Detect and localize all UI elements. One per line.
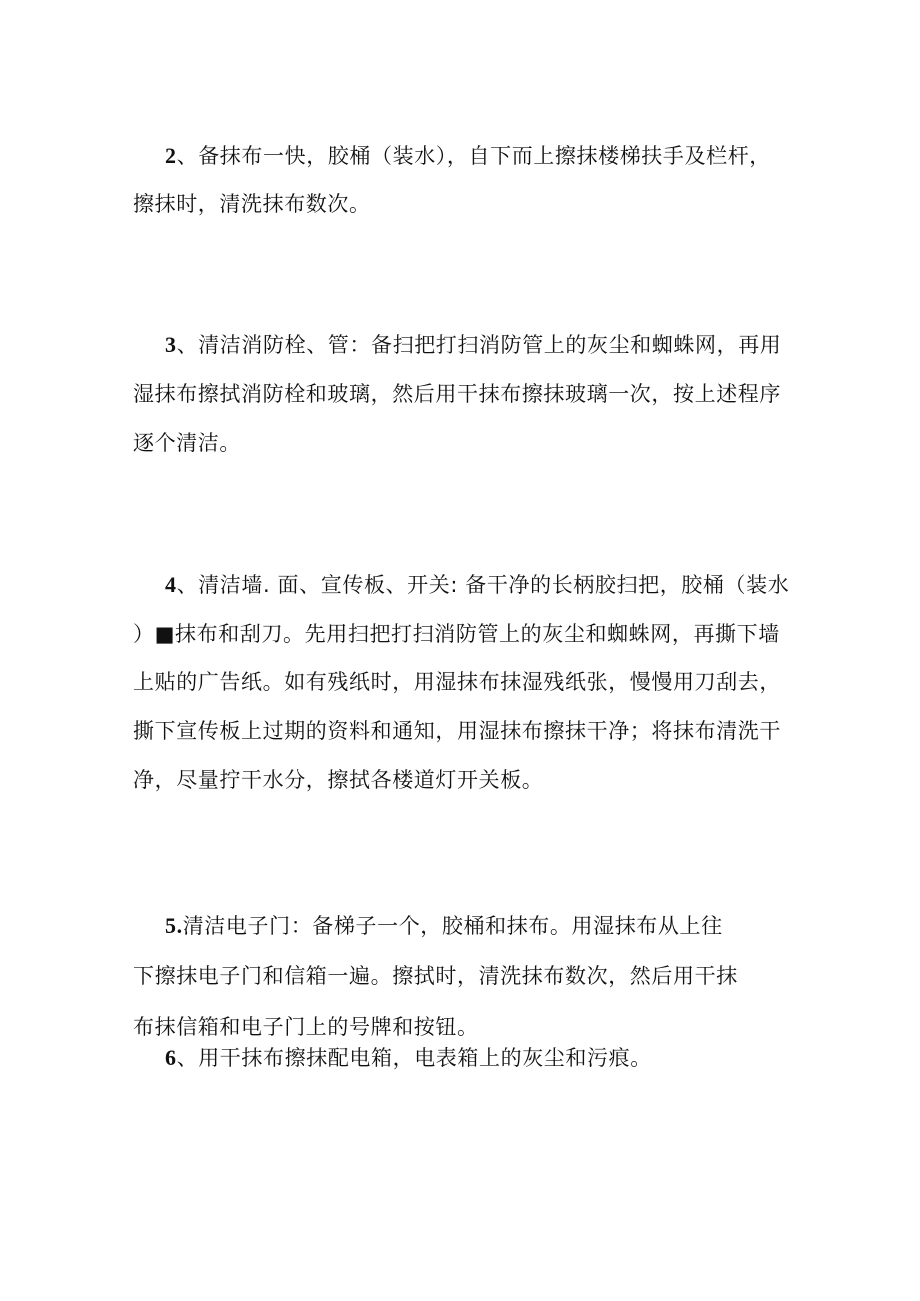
paragraph-2-text: 、备抹布一快，胶桶（装水），自下而上擦抹楼梯扶手及栏杆， [176,144,771,168]
paragraph-5-line-2: 下擦抹电子门和信箱一遍。擦拭时，清洗抹布数次，然后用干抹 [133,964,738,988]
paragraph-4-number: 4 [165,572,177,597]
paragraph-3-line-2: 湿抹布擦拭消防栓和玻璃，然后用干抹布擦抹玻璃一次，按上述程序 [133,382,781,406]
paragraph-4-line-2: ）■抹布和刮刀。先用扫把打扫消防管上的灰尘和蜘蛛网，再撕下墙 [133,622,780,646]
paragraph-5-number: 5. [165,913,183,938]
paragraph-2-line-1 [165,145,771,167]
paragraph-6-line-1 [165,1047,652,1069]
paragraph-4-text: 、清洁墙. 面、宣传板、开关: 备干净的长柄胶扫把，胶桶（装水 [176,573,790,597]
paragraph-5-line-1 [165,915,723,937]
paragraph-2-line-2: 擦抹时，清洗抹布数次。 [133,192,371,216]
paragraph-6-number: 6 [165,1045,177,1070]
paragraph-3-line-1 [165,334,781,356]
paragraph-3-line-3: 逐个清洁。 [133,431,241,455]
paragraph-4-line-1 [165,574,789,596]
paragraph-4-line-4: 撕下宣传板上过期的资料和通知，用湿抹布擦抹干净；将抹布清洗干 [133,719,781,743]
paragraph-3-text: 、清洁消防栓、管：备扫把打扫消防管上的灰尘和蜘蛛网，再用 [176,333,782,357]
paragraph-6-text: 、用干抹布擦抹配电箱，电表箱上的灰尘和污痕。 [176,1046,652,1070]
paragraph-4-line-3: 上贴的广告纸。如有残纸时，用湿抹布抹湿残纸张，慢慢用刀刮去， [133,670,781,694]
paragraph-4-line-5: 净，尽量拧干水分，擦拭各楼道灯开关板。 [133,768,544,792]
paragraph-5-text: 清洁电子门：备梯子一个，胶桶和抹布。用湿抹布从上往 [182,914,723,938]
paragraph-5-line-3: 布抹信箱和电子门上的号牌和按钮。 [133,1015,479,1039]
paragraph-3-number: 3 [165,332,177,357]
paragraph-2-number: 2 [165,143,177,168]
